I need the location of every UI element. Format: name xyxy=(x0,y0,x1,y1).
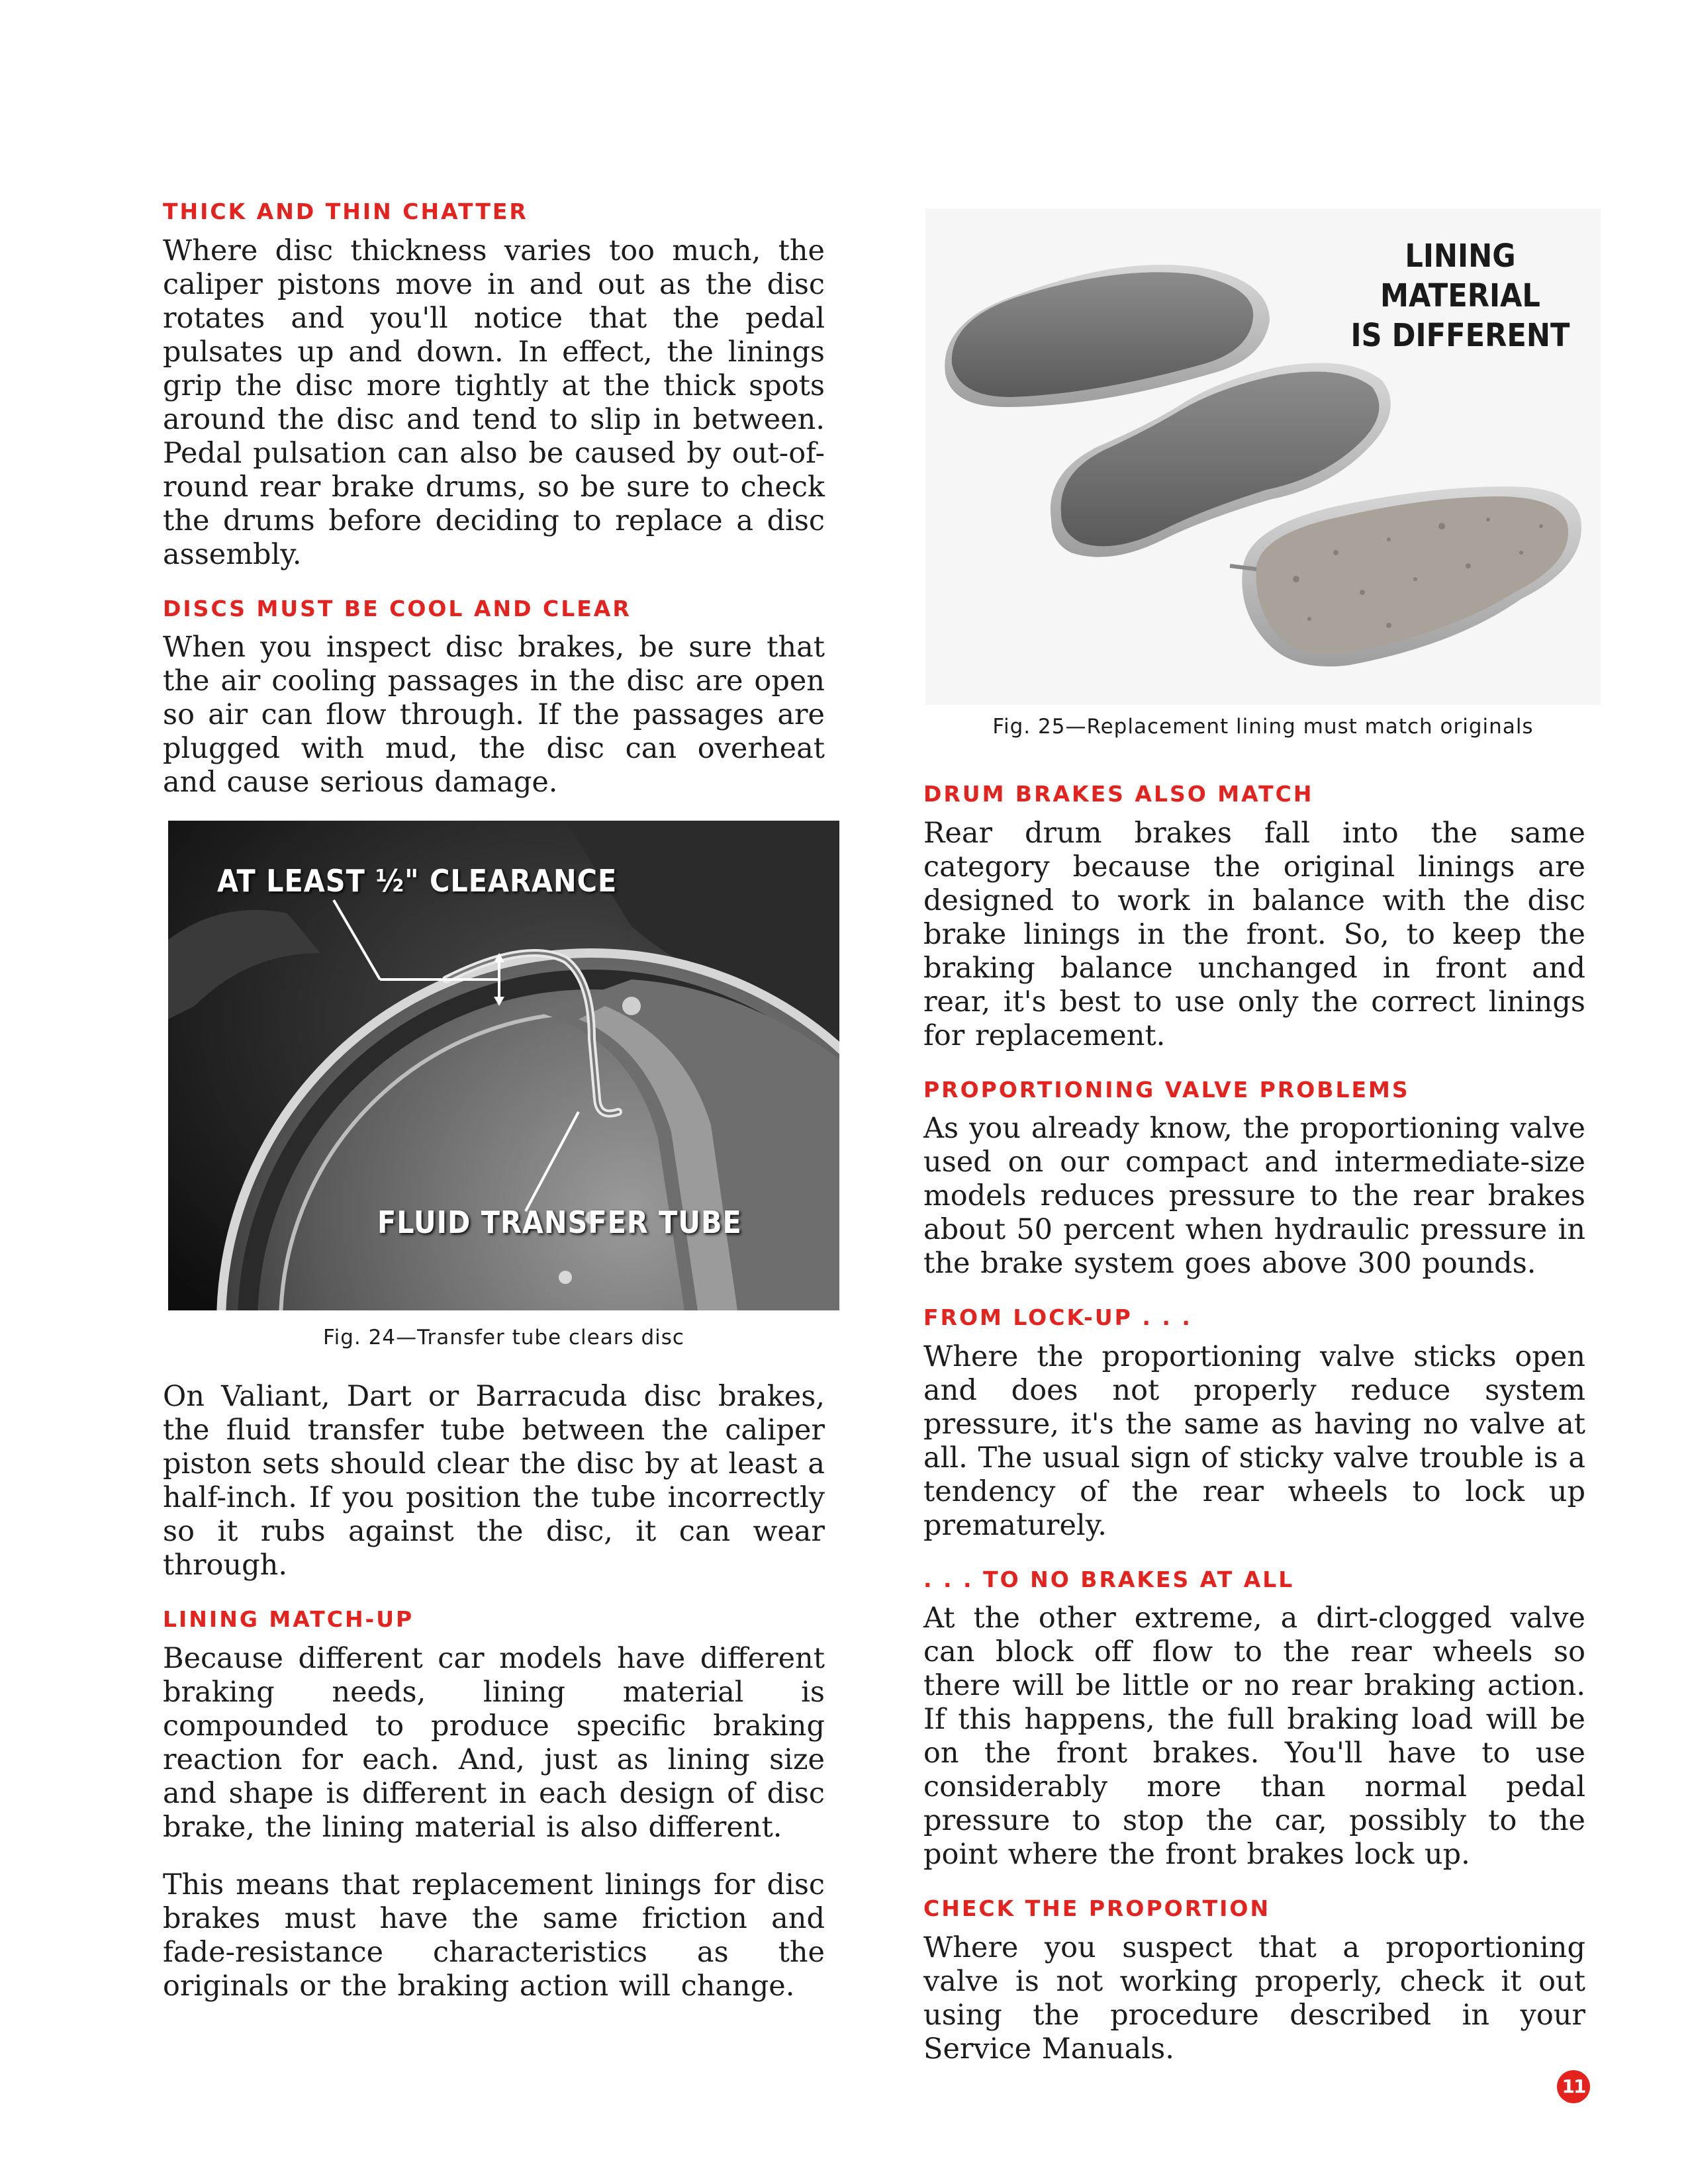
figure-24-caption: Fig. 24—Transfer tube clears disc xyxy=(323,1326,684,1349)
paragraph-lining-match-up-1: Because different car models have different braking needs, lining material is compounded to produce specific braking reaction for each. And, just as lining size and shape is different in each design of disc brake, the lining material is also different. xyxy=(163,1641,825,1844)
section-heading-drum-brakes: DRUM BRAKES ALSO MATCH xyxy=(923,781,1314,807)
page-number: 11 xyxy=(1557,2070,1590,2103)
section-heading-check-proportion: CHECK THE PROPORTION xyxy=(923,1895,1271,1922)
paragraph-from-lock-up: Where the proportioning valve sticks open and does not properly reduce system pressure, it's the same as having no valve at all. The usual sign of sticky valve trouble is a tendency of the rear wheels to lock up prematurely. xyxy=(923,1340,1585,1542)
paragraph-valiant-dart-barracuda: On Valiant, Dart or Barracuda disc brakes, the fluid transfer tube between the caliper piston sets should clear the disc by at least a half-inch. If you position the tube incorrectly so it rubs against the disc, it can wear through. xyxy=(163,1380,825,1582)
figure-25-label xyxy=(1348,236,1573,355)
section-heading-thick-thin-chatter: THICK AND THIN CHATTER xyxy=(163,199,528,224)
figure-25-label-line-3: IS DIFFERENT xyxy=(1350,317,1570,354)
paragraph-thick-thin-chatter: Where disc thickness varies too much, the caliper pistons move in and out as the disc rotates and you'll notice that the pedal pulsates up and down. In effect, the linings grip the disc more tightly at the thick spots around the disc and tend to slip in between. Pedal pulsation can also be caused by out-of-round rear brake drums, so be sure to check the drums before deciding to replace a disc assembly. xyxy=(163,234,825,571)
figure-24-label-transfer-tube: FLUID TRANSFER TUBE xyxy=(377,1205,742,1240)
paragraph-check-proportion: Where you suspect that a proportioning valve is not working properly, check it out using the procedure described in your Service Manuals. xyxy=(923,1931,1585,2066)
paragraph-discs-cool-clear: When you inspect disc brakes, be sure that the air cooling passages in the disc are open so air can flow through. If the passages are plugged with mud, the disc can overheat and cause serious damage. xyxy=(163,631,825,799)
figure-24-photo xyxy=(168,821,839,1310)
figure-25-caption: Fig. 25—Replacement lining must match originals xyxy=(992,715,1534,739)
section-heading-from-lock-up: FROM LOCK-UP . . . xyxy=(923,1304,1192,1331)
left-column-top xyxy=(163,199,825,823)
left-column-bottom xyxy=(163,1380,825,2027)
figure-25-label-line-1: LINING xyxy=(1405,238,1516,275)
section-heading-proportioning-valve: PROPORTIONING VALVE PROBLEMS xyxy=(923,1076,1410,1103)
paragraph-drum-brakes: Rear drum brakes fall into the same category because the original linings are designed to work in balance with the disc brake linings in the front. So, to keep the braking balance unchanged in front and rear, it's best to use only the correct linings for replacement. xyxy=(923,816,1585,1052)
paragraph-no-brakes: At the other extreme, a dirt-clogged valve can block off flow to the rear wheels so there will be little or no rear braking action. If this happens, the full braking load will be on the front brakes. You'll have to use considerably more than normal pedal pressure to stop the car, possibly to the point where the front brakes lock up. xyxy=(923,1602,1585,1872)
paragraph-proportioning-valve: As you already know, the proportioning valve used on our compact and intermediate-size models reduces pressure to the rear brakes about 50 percent when hydraulic pressure in the brake system goes above 300 pounds. xyxy=(923,1112,1585,1281)
section-heading-discs-cool-clear: DISCS MUST BE COOL AND CLEAR xyxy=(163,595,632,621)
section-heading-no-brakes: . . . TO NO BRAKES AT ALL xyxy=(923,1566,1295,1592)
section-heading-lining-match-up: LINING MATCH-UP xyxy=(163,1606,414,1632)
figure-25-photo xyxy=(925,208,1601,705)
right-column xyxy=(923,781,1585,2090)
figure-25-label-line-2: MATERIAL xyxy=(1380,277,1540,314)
figure-24-label-clearance: AT LEAST ½" CLEARANCE xyxy=(217,863,618,899)
paragraph-lining-match-up-2: This means that replacement linings for disc brakes must have the same friction and fade-resistance characteristics as the originals or the braking action will change. xyxy=(163,1868,825,2003)
